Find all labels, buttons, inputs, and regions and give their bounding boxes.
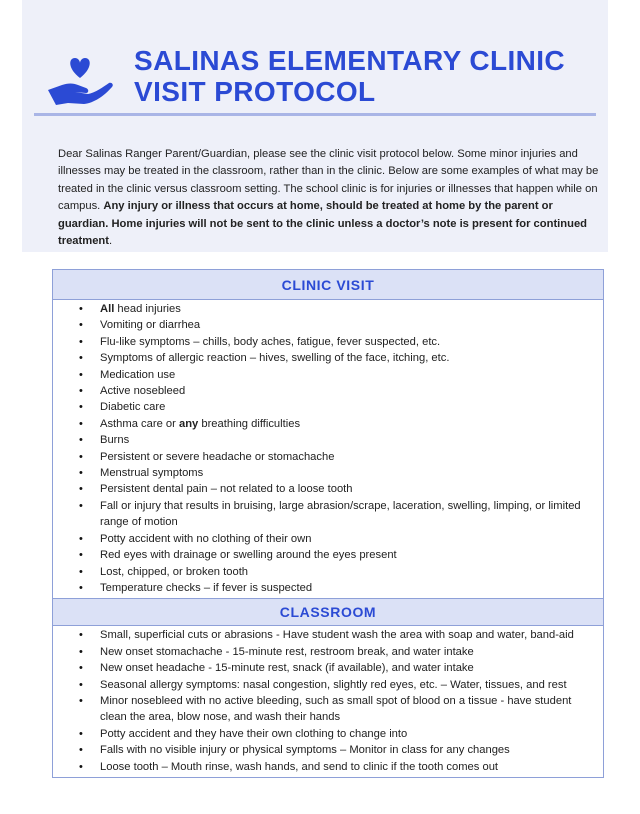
list-item: • Vomiting or diarrhea xyxy=(53,317,603,333)
heart-in-hand-icon xyxy=(46,52,114,108)
list-item-bold: any xyxy=(178,417,199,430)
list-item-text: head injuries xyxy=(114,303,181,315)
page-title xyxy=(134,45,594,107)
list-item: • Persistent dental pain – not related to a loose tooth xyxy=(53,481,603,497)
clinic-visit-list xyxy=(53,300,603,598)
list-item: • Potty accident with no clothing of their own xyxy=(53,531,603,547)
clinic-visit-heading: CLINIC VISIT xyxy=(53,270,603,300)
list-item: • Fall or injury that results in bruising, large abrasion/scrape, laceration, swelling, limping, or limited range of motion xyxy=(53,498,603,531)
intro-bold-text: Any injury or illness that occurs at home, should be treated at home by the parent or guardian. Home injuries will not be sent to the clinic unless a doctor’s note is present for continued treatment xyxy=(58,200,587,248)
list-item: • Minor nosebleed with no active bleeding, such as small spot of blood on a tissue - have student clean the area, blow nose, and wash their hands xyxy=(53,693,603,726)
list-item: • Symptoms of allergic reaction – hives, swelling of the face, itching, etc. xyxy=(53,350,603,366)
list-item: • Lost, chipped, or broken tooth xyxy=(53,564,603,580)
list-item-text: Asthma care or xyxy=(100,417,179,430)
title-divider xyxy=(34,113,596,116)
list-item-text: breathing difficulties xyxy=(198,417,301,430)
list-item: • Loose tooth – Mouth rinse, wash hands, and send to clinic if the tooth comes out xyxy=(53,759,603,775)
list-item-bold: All xyxy=(100,303,115,315)
classroom-heading: CLASSROOM xyxy=(53,598,603,626)
list-item xyxy=(53,416,603,432)
title-line-1: SALINAS ELEMENTARY CLINIC xyxy=(134,45,566,76)
list-item: • Seasonal allergy symptoms: nasal congestion, slightly red eyes, etc. – Water, tissues, and rest xyxy=(53,677,603,693)
intro-text: Dear Salinas Ranger Parent/Guardian, please see the clinic visit protocol below. Some minor injuries and illnesses may be treated in the classroom, rather than in the clinic. Below are some examples of what may be treated in the clinic versus classroom setting. The school clinic is for injuries or illnesses that happen while on campus. xyxy=(58,148,599,213)
intro-paragraph xyxy=(58,146,606,250)
list-item: • Persistent or severe headache or stomachache xyxy=(53,449,603,465)
list-item: • Menstrual symptoms xyxy=(53,465,603,481)
title-line-2: VISIT PROTOCOL xyxy=(134,76,376,107)
list-item: • Medication use xyxy=(53,367,603,383)
list-item: • Red eyes with drainage or swelling around the eyes present xyxy=(53,547,603,563)
list-item: • Temperature checks – if fever is suspected xyxy=(53,580,603,596)
list-item: • New onset stomachache - 15-minute rest, restroom break, and water intake xyxy=(53,644,603,660)
classroom-list xyxy=(53,626,603,777)
protocol-table xyxy=(52,269,604,778)
list-item: • Falls with no visible injury or physical symptoms – Monitor in class for any changes xyxy=(53,742,603,758)
list-item: • Potty accident and they have their own clothing to change into xyxy=(53,726,603,742)
list-item: • Diabetic care xyxy=(53,399,603,415)
intro-end: . xyxy=(108,235,113,248)
list-item: • Active nosebleed xyxy=(53,383,603,399)
list-item: • Small, superficial cuts or abrasions - Have student wash the area with soap and water, band-aid xyxy=(53,627,603,643)
list-item: • Burns xyxy=(53,432,603,448)
list-item xyxy=(53,301,603,317)
list-item: • Flu-like symptoms – chills, body aches, fatigue, fever suspected, etc. xyxy=(53,334,603,350)
list-item: • New onset headache - 15-minute rest, snack (if available), and water intake xyxy=(53,660,603,676)
